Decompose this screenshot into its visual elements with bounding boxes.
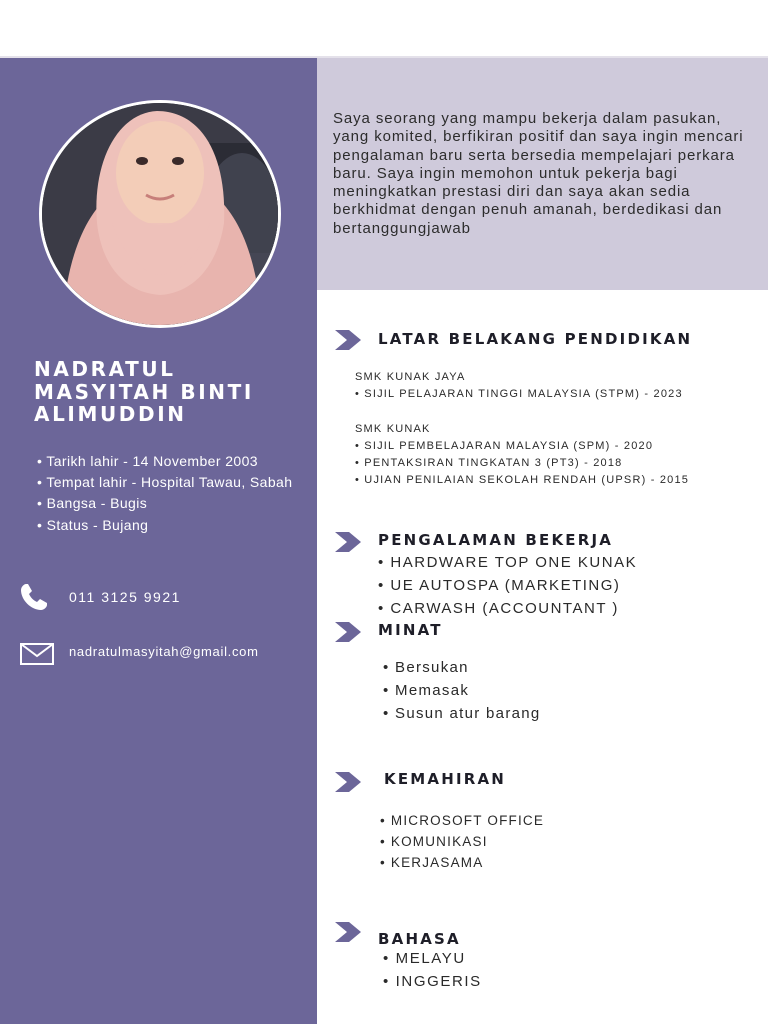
detail-status: • Status - Bujang	[37, 516, 149, 533]
spacer	[355, 403, 689, 421]
name-line: MASYITAH BINTI	[34, 379, 254, 404]
languages-heading: BAHASA	[378, 930, 461, 948]
work-list	[378, 551, 637, 621]
list-item: • KOMUNIKASI	[380, 834, 488, 849]
qualification: • SIJIL PEMBELAJARAN MALAYSIA (SPM) - 2020	[355, 440, 654, 452]
list-item: • MELAYU	[383, 950, 466, 967]
phone-icon	[19, 582, 49, 612]
list-item: • MICROSOFT OFFICE	[380, 813, 545, 828]
list-item: • KERJASAMA	[380, 855, 484, 870]
school-name: SMK KUNAK JAYA	[355, 371, 466, 383]
list-item: • Memasak	[383, 682, 470, 699]
chevron-arrow-icon	[335, 922, 361, 942]
detail-birthplace: • Tempat lahir - Hospital Tawau, Sabah	[37, 474, 293, 491]
chevron-arrow-icon	[335, 330, 361, 350]
personal-details	[37, 451, 307, 536]
profile-photo-illustration	[42, 103, 278, 325]
list-item: • Bersukan	[383, 659, 469, 676]
work-heading: PENGALAMAN BEKERJA	[378, 531, 614, 549]
detail-birthdate: • Tarikh lahir - 14 November 2003	[37, 453, 258, 469]
list-item: • HARDWARE TOP ONE KUNAK	[378, 554, 638, 571]
profile-photo	[39, 100, 281, 328]
list-item: • CARWASH (ACCOUNTANT )	[378, 600, 619, 618]
education-heading: LATAR BELAKANG PENDIDIKAN	[378, 330, 693, 348]
qualification: • SIJIL PELAJARAN TINGGI MALAYSIA (STPM) - 2023	[355, 388, 683, 400]
email-address: nadratulmasyitah@gmail.com	[69, 644, 259, 659]
name-line: NADRATUL	[34, 357, 176, 381]
chevron-arrow-icon	[335, 772, 361, 792]
education-block	[355, 369, 689, 489]
skills-heading: KEMAHIRAN	[384, 770, 507, 788]
phone-number: 011 3125 9921	[69, 589, 181, 605]
interests-list	[383, 656, 541, 725]
skills-list	[380, 810, 544, 873]
candidate-name	[34, 358, 304, 426]
top-strip	[0, 0, 768, 58]
chevron-arrow-icon	[335, 622, 361, 642]
detail-race: • Bangsa - Bugis	[37, 495, 148, 512]
mail-icon	[20, 643, 54, 665]
qualification: • PENTAKSIRAN TINGKATAN 3 (PT3) - 2018	[355, 457, 623, 469]
list-item: • Susun atur barang	[383, 705, 541, 722]
interests-heading: MINAT	[378, 621, 443, 639]
summary-text: Saya seorang yang mampu bekerja dalam pasukan, yang komited, berfikiran positif dan saya ingin mencari pengalaman baru serta bersedia mempelajari perkara baru. Saya ingin memohon untuk pekerja bagi meningkatkan prestasi diri dan saya akan sedia berkhidmat dengan penuh amanah, berdedikasi dan bertanggungjawab	[333, 110, 744, 237]
list-item: • INGGERIS	[383, 973, 482, 990]
qualification: • UJIAN PENILAIAN SEKOLAH RENDAH (UPSR) - 2015	[355, 474, 690, 486]
school-name: SMK KUNAK	[355, 423, 431, 435]
languages-list	[383, 947, 482, 993]
chevron-arrow-icon	[335, 532, 361, 552]
name-line: ALIMUDDIN	[34, 402, 187, 426]
list-item: • UE AUTOSPA (MARKETING)	[378, 577, 621, 595]
